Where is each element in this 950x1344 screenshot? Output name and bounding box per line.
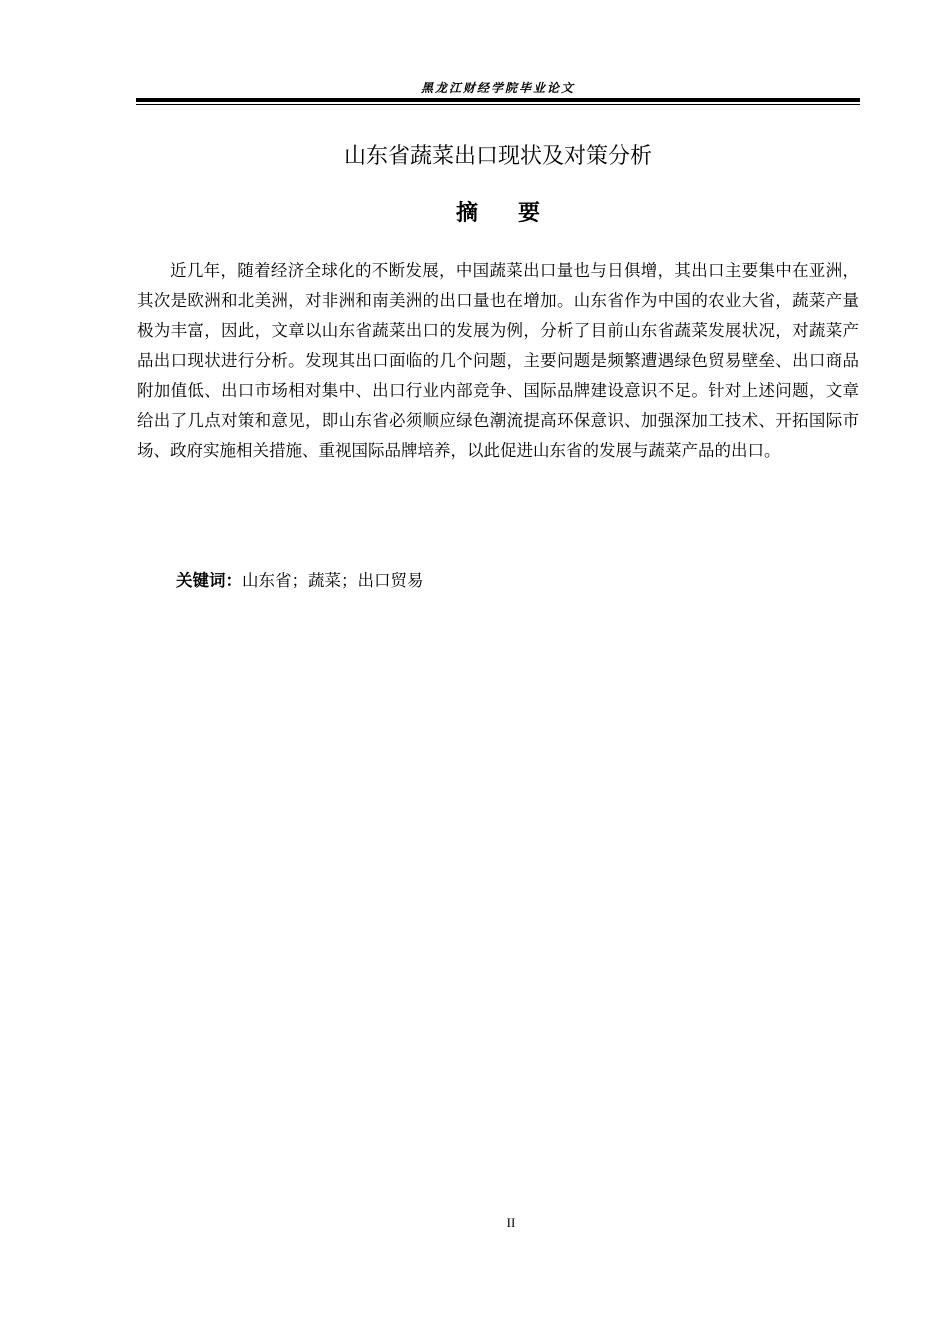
- page-number: II: [506, 1215, 516, 1230]
- paper-title: 山东省蔬菜出口现状及对策分析: [343, 144, 652, 169]
- running-header: 黑龙江财经学院毕业论文: [420, 81, 575, 95]
- keywords-line: [176, 566, 424, 596]
- abstract-body: 近几年，随着经济全球化的不断发展，中国蔬菜出口量也与日俱增，其出口主要集中在亚洲，其次是欧洲和北美洲，对非洲和南美洲的出口量也在增加。山东省作为中国的农业大省，蔬菜产量极为丰富，因此，文章以山东省蔬菜出口的发展为例，分析了目前山东省蔬菜发展状况，对蔬菜产品出口现状进行分析。发现其出口面临的几个问题，主要问题是频繁遭遇绿色贸易壁垒、出口商品附加值低、出口市场相对集中、出口行业内部竞争、国际品牌建设意识不足。针对上述问题，文章给出了几点对策和意见，即山东省必须顺应绿色潮流提高环保意识、加强深加工技术、开拓国际市场、政府实施相关措施、重视国际品牌培养，以此促进山东省的发展与蔬菜产品的出口。: [137, 261, 859, 460]
- header-rule-thick: [136, 98, 860, 102]
- keywords-value: 山东省；蔬菜；出口贸易: [242, 571, 424, 590]
- abstract-heading: 摘要: [455, 201, 580, 226]
- keywords-label: 关键词：: [176, 571, 242, 590]
- header-rule-thin: [136, 104, 860, 105]
